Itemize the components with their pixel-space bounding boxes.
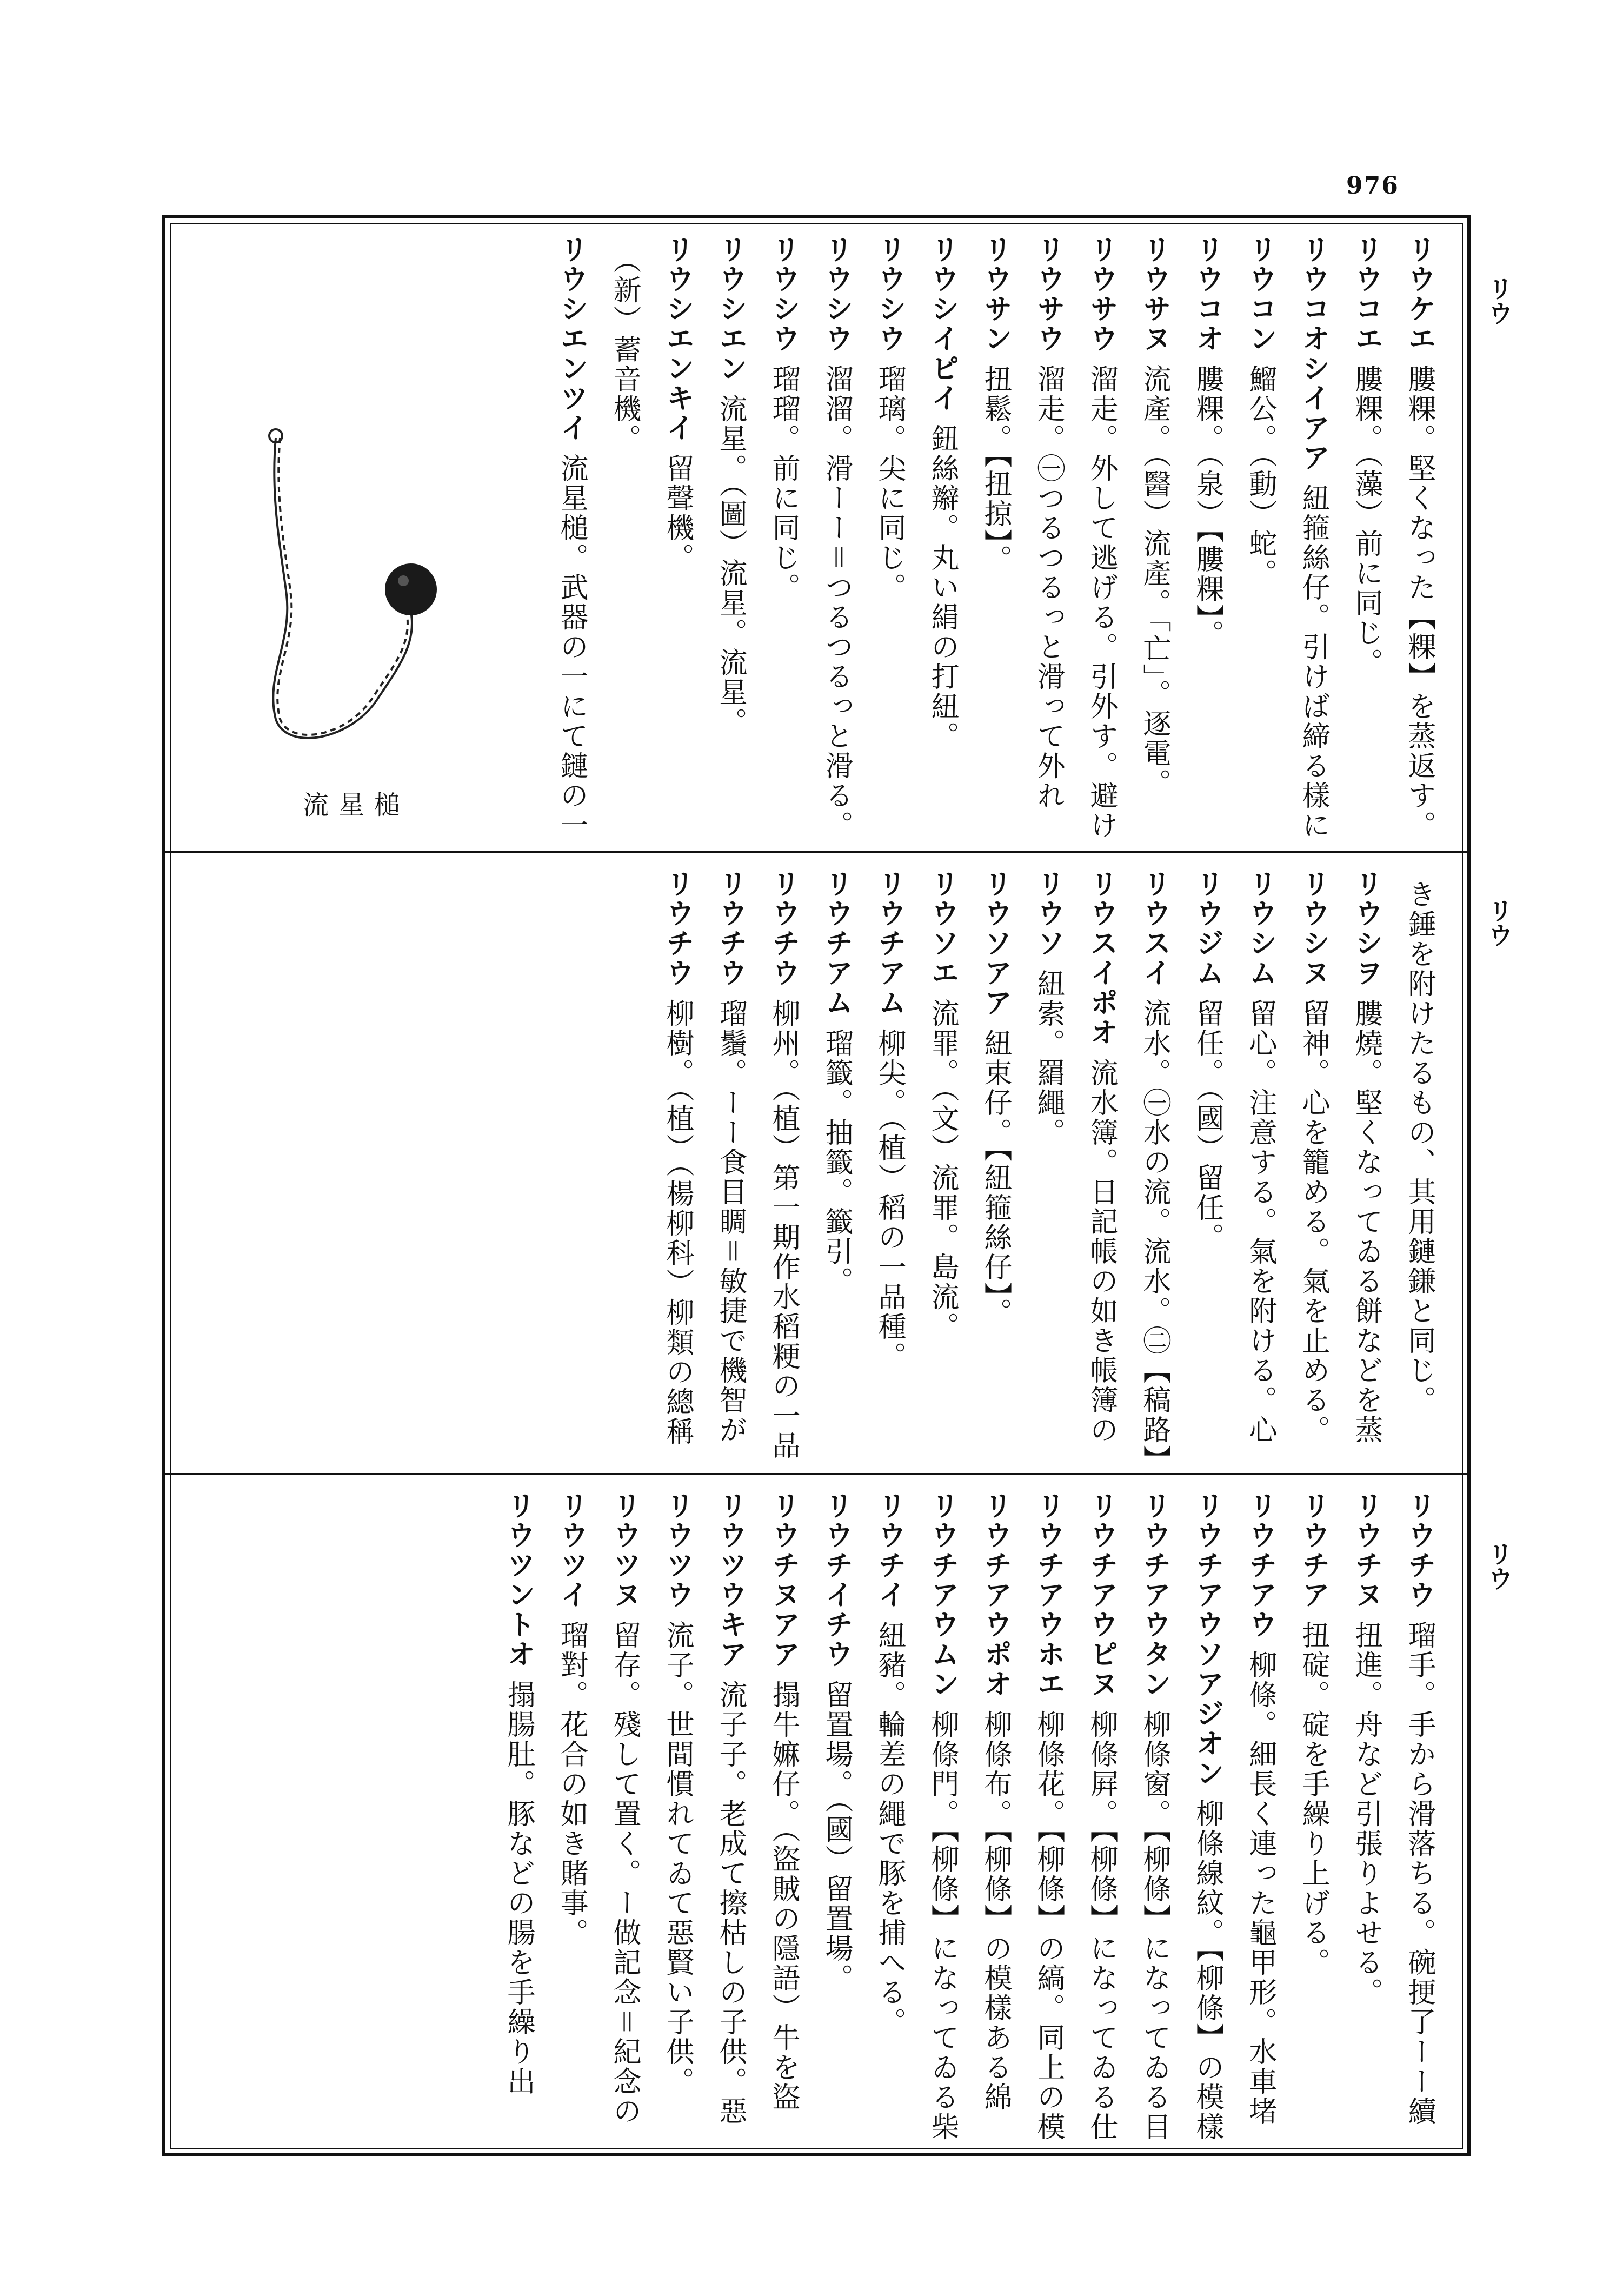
entry-reading: リウツウ bbox=[661, 1491, 694, 1610]
dictionary-entry bbox=[651, 1491, 704, 2146]
entry-reading: リウチウ bbox=[767, 869, 800, 988]
dictionary-entry bbox=[1287, 235, 1340, 840]
entry-reading: リウチウ bbox=[661, 869, 694, 988]
entry-definition: 流星。（圖）流星。流星。 bbox=[714, 394, 747, 737]
dictionary-entry bbox=[810, 869, 863, 1464]
entry-definition: 搨腸肚。豚などの腸を手繰り出 bbox=[502, 1680, 535, 2096]
dictionary-entry bbox=[969, 235, 1022, 840]
entry-reading: リウツイ bbox=[555, 1491, 588, 1610]
dictionary-entry bbox=[1234, 235, 1287, 840]
entry-definition: 柳州。（植）第一期作水稻粳の一品 bbox=[767, 999, 800, 1461]
entry-definition: （新）蓄音機。 bbox=[608, 245, 641, 454]
entry-reading: リウチアウポオ bbox=[979, 1491, 1012, 1699]
entry-reading: リウサン bbox=[979, 235, 1012, 354]
entry-definition: 柳條花。【柳條】の縞。同上の模 bbox=[1032, 1710, 1065, 2142]
dictionary-entry bbox=[1234, 869, 1287, 1464]
entry-reading: リウチアム bbox=[820, 869, 853, 1018]
entry-definition: 扭鬆。【扭掠】。 bbox=[979, 364, 1012, 574]
dictionary-entry bbox=[598, 235, 651, 840]
entry-reading: リウシイピイ bbox=[926, 235, 959, 413]
entry-definition: 留心。注意する。氣を附ける。心 bbox=[1244, 999, 1276, 1445]
dictionary-entry bbox=[1181, 1491, 1234, 2146]
entry-reading: リウツヌ bbox=[608, 1491, 641, 1610]
entry-definition: 流子子。老成て擦枯しの子供。惡 bbox=[714, 1680, 747, 2126]
entry-definition: 留置場。（國）留置場。 bbox=[820, 1680, 853, 1993]
entry-reading: リウサヌ bbox=[1138, 235, 1170, 354]
dictionary-entry bbox=[492, 1491, 545, 2146]
dictionary-entry bbox=[863, 1491, 916, 2146]
dictionary-entry bbox=[1393, 1491, 1446, 2146]
entry-definition: 瑠璃。尖に同じ。 bbox=[873, 364, 906, 602]
meteor-hammer-illustration bbox=[254, 416, 460, 817]
entry-definition: 瑠瑠。前に同じ。 bbox=[767, 364, 800, 602]
entry-reading: リウシウ bbox=[820, 235, 853, 354]
entry-definition: 流水簿。日記帳の如き帳簿の bbox=[1085, 1058, 1118, 1445]
entry-reading: リウチア bbox=[1297, 1491, 1329, 1610]
dictionary-entry bbox=[598, 1491, 651, 2146]
tier-2-columns bbox=[187, 869, 1446, 1464]
entry-reading: リウチアウタン bbox=[1138, 1491, 1170, 1699]
entry-definition: 流水。㊀水の流。流水。㊁【稿路】 bbox=[1138, 999, 1170, 1461]
entry-reading: リウシエンキイ bbox=[661, 235, 694, 443]
dictionary-entry bbox=[545, 1491, 598, 2146]
dictionary-entry bbox=[863, 235, 916, 840]
entry-definition: 溜走。㊀つるつるっと滑って外れ bbox=[1032, 364, 1065, 811]
entry-reading: リウコオ bbox=[1191, 235, 1223, 354]
dictionary-entry bbox=[704, 235, 757, 840]
running-head: リウ bbox=[1485, 1541, 1514, 1591]
entry-reading: リウコオシイアア bbox=[1297, 235, 1329, 473]
dictionary-entry bbox=[916, 869, 969, 1464]
entry-reading: リウチイチウ bbox=[820, 1491, 853, 1669]
dictionary-entry bbox=[916, 1491, 969, 2146]
entry-reading: リウシム bbox=[1244, 869, 1276, 988]
entry-definition: 流星槌。武器の一にて鏈の一 bbox=[555, 454, 588, 840]
dictionary-entry bbox=[1181, 869, 1234, 1464]
entry-definition: 柳條線紋。【柳條】の模樣 bbox=[1191, 1799, 1223, 2142]
entry-definition: 留神。心を籠める。氣を止める。 bbox=[1297, 999, 1329, 1445]
entry-reading: リウチアウピヌ bbox=[1085, 1491, 1118, 1699]
entry-definition: 膢粿。（泉）【膢粿】。 bbox=[1191, 364, 1223, 649]
entry-reading: リウジム bbox=[1191, 869, 1223, 988]
entry-reading: リウツントオ bbox=[502, 1491, 535, 1669]
entry-definition: 鈕絲辮。丸い絹の打紐。 bbox=[926, 424, 959, 751]
entry-reading: リウサウ bbox=[1032, 235, 1065, 354]
dictionary-entry bbox=[1393, 869, 1446, 1464]
dictionary-entry bbox=[1128, 869, 1181, 1464]
dictionary-entry bbox=[1022, 235, 1075, 840]
dictionary-entry bbox=[757, 1491, 810, 2146]
entry-definition: 瑠手。手から滑落ちる。碗挭了ーー續 bbox=[1403, 1621, 1435, 2126]
dictionary-entry bbox=[1181, 235, 1234, 840]
entry-reading: リウチウ bbox=[714, 869, 747, 988]
entry-reading: リウコエ bbox=[1350, 235, 1382, 354]
entry-definition: 柳樹。（植）（楊柳科）柳類の總稱 bbox=[661, 999, 694, 1446]
dictionary-entry bbox=[545, 235, 598, 840]
entry-definition: 溜溜。滑ーー＝つるつるっと滑る。 bbox=[820, 364, 853, 840]
page-number: 976 bbox=[1346, 172, 1399, 200]
entry-definition: 膢燒。堅くなってゐる餅などを蒸 bbox=[1350, 999, 1382, 1445]
entry-definition: 留聲機。 bbox=[661, 454, 694, 573]
dictionary-entry bbox=[1128, 235, 1181, 840]
running-head: リウ bbox=[1485, 898, 1514, 947]
dictionary-entry bbox=[1075, 235, 1128, 840]
entry-definition: 柳條。細長く連った龜甲形。水車堵 bbox=[1244, 1650, 1276, 2126]
tier-3 bbox=[165, 1473, 1467, 2157]
entry-definition: 流產。（醫）流產。「亡」。逐電。 bbox=[1138, 364, 1170, 798]
entry-definition: 流罪。（文）流罪。島流。 bbox=[926, 999, 959, 1342]
entry-reading: リウスイ bbox=[1138, 869, 1170, 988]
entry-definition: き錘を附けたるもの、其用鏈鎌と同じ。 bbox=[1403, 880, 1435, 1415]
entry-reading: リウチヌ bbox=[1350, 1491, 1382, 1610]
entry-definition: 柳條門。【柳條】になってゐる柴 bbox=[926, 1710, 959, 2142]
entry-definition: 扭進。舟など引張りよせる。 bbox=[1350, 1621, 1382, 2007]
weight-ball-icon bbox=[385, 563, 437, 615]
dictionary-entry bbox=[1340, 235, 1393, 840]
entry-definition: 流子。世間慣れてゐて惡賢い子供。 bbox=[661, 1621, 694, 2096]
tier-2 bbox=[165, 851, 1467, 1475]
entry-reading: リウソアア bbox=[979, 869, 1012, 1018]
dictionary-entry bbox=[1340, 1491, 1393, 2146]
running-head: リウ bbox=[1485, 276, 1514, 326]
dictionary-entry bbox=[651, 235, 704, 840]
dictionary-entry bbox=[810, 235, 863, 840]
entry-reading: リウシウ bbox=[767, 235, 800, 354]
entry-reading: リウシヲ bbox=[1350, 869, 1382, 988]
entry-definition: 膢粿。（藻）前に同じ。 bbox=[1350, 364, 1382, 678]
entry-definition: 留存。殘して置く。ー做記念＝紀念の bbox=[608, 1621, 641, 2126]
entry-definition: 扭碇。碇を手繰り上げる。 bbox=[1297, 1621, 1329, 1978]
entry-reading: リウコン bbox=[1244, 235, 1276, 354]
dictionary-entry bbox=[1287, 869, 1340, 1464]
dictionary-entry bbox=[1075, 869, 1128, 1464]
entry-reading: リウシウ bbox=[873, 235, 906, 354]
entry-definition: 柳條窗。【柳條】になってゐる目 bbox=[1138, 1710, 1170, 2142]
entry-reading: リウチアウムン bbox=[926, 1491, 959, 1699]
entry-reading: リウソ bbox=[1032, 869, 1065, 958]
entry-reading: リウチイ bbox=[873, 1491, 906, 1610]
entry-reading: リウチアウ bbox=[1244, 1491, 1276, 1640]
entry-definition: 紐束仔。【紐箍絲仔】。 bbox=[979, 1028, 1012, 1328]
entry-definition: 留任。（國）留任。 bbox=[1191, 999, 1223, 1252]
entry-reading: リウシヌ bbox=[1297, 869, 1329, 988]
entry-reading: リウシエンツイ bbox=[555, 235, 588, 443]
entry-definition: 溜走。外して逃げる。引外す。避け bbox=[1085, 364, 1118, 840]
dictionary-entry bbox=[1022, 1491, 1075, 2146]
dictionary-entry bbox=[1340, 869, 1393, 1464]
entry-definition: 搨牛嫲仔。（盜賊の隱語）牛を盜 bbox=[767, 1680, 800, 2112]
entry-definition: 紐豬。輪差の繩で豚を捕へる。 bbox=[873, 1621, 906, 2037]
dictionary-entry bbox=[916, 235, 969, 840]
dictionary-entry bbox=[1022, 869, 1075, 1464]
dictionary-entry bbox=[1128, 1491, 1181, 2146]
entry-reading: リウチウ bbox=[1403, 1491, 1435, 1610]
entry-reading: リウチアム bbox=[873, 869, 906, 1018]
tier-3-columns bbox=[187, 1491, 1446, 2146]
dictionary-entry bbox=[757, 869, 810, 1464]
entry-reading: リウサウ bbox=[1085, 235, 1118, 354]
dictionary-entry bbox=[704, 1491, 757, 2146]
entry-reading: リウチアウソアジオン bbox=[1191, 1491, 1223, 1788]
dictionary-entry bbox=[1393, 235, 1446, 840]
dictionary-entry bbox=[810, 1491, 863, 2146]
entry-definition: 柳尖。（植）稻の一品種。 bbox=[873, 1028, 906, 1371]
entry-reading: リウスイポオ bbox=[1085, 869, 1118, 1047]
entry-reading: リウソエ bbox=[926, 869, 959, 988]
entry-definition: 瑠鬚。ーー食目睭＝敏捷で機智が bbox=[714, 999, 747, 1445]
entry-definition: 紐箍絲仔。引けば締る樣に bbox=[1297, 483, 1329, 840]
entry-definition: 鰡公。（動）蛇。 bbox=[1244, 364, 1276, 588]
entry-reading: リウケエ bbox=[1403, 235, 1435, 354]
entry-reading: リウツウキア bbox=[714, 1491, 747, 1669]
entry-definition: 柳條布。【柳條】の模樣ある綿 bbox=[979, 1710, 1012, 2112]
entry-definition: 膢粿。堅くなった【粿】を蒸返す。 bbox=[1403, 364, 1435, 840]
entry-reading: リウチヌアア bbox=[767, 1491, 800, 1669]
dictionary-entry bbox=[1234, 1491, 1287, 2146]
entry-reading: リウシエン bbox=[714, 235, 747, 383]
dictionary-entry bbox=[757, 235, 810, 840]
entry-definition: 瑠籤。抽籤。籤引。 bbox=[820, 1028, 853, 1296]
entry-definition: 瑠對。花合の如き賭事。 bbox=[555, 1621, 588, 1948]
dictionary-entry bbox=[863, 869, 916, 1464]
dictionary-entry bbox=[969, 1491, 1022, 2146]
entry-definition: 紐索。羂繩。 bbox=[1032, 969, 1065, 1147]
dictionary-entry bbox=[651, 869, 704, 1464]
entry-reading: リウチアウホエ bbox=[1032, 1491, 1065, 1699]
dictionary-entry bbox=[969, 869, 1022, 1464]
entry-definition: 柳條屛。【柳條】になってゐる仕 bbox=[1085, 1710, 1118, 2142]
dictionary-entry bbox=[704, 869, 757, 1464]
illustration-caption: 流星槌 bbox=[303, 790, 410, 820]
dictionary-entry bbox=[1075, 1491, 1128, 2146]
dictionary-entry bbox=[1287, 1491, 1340, 2146]
